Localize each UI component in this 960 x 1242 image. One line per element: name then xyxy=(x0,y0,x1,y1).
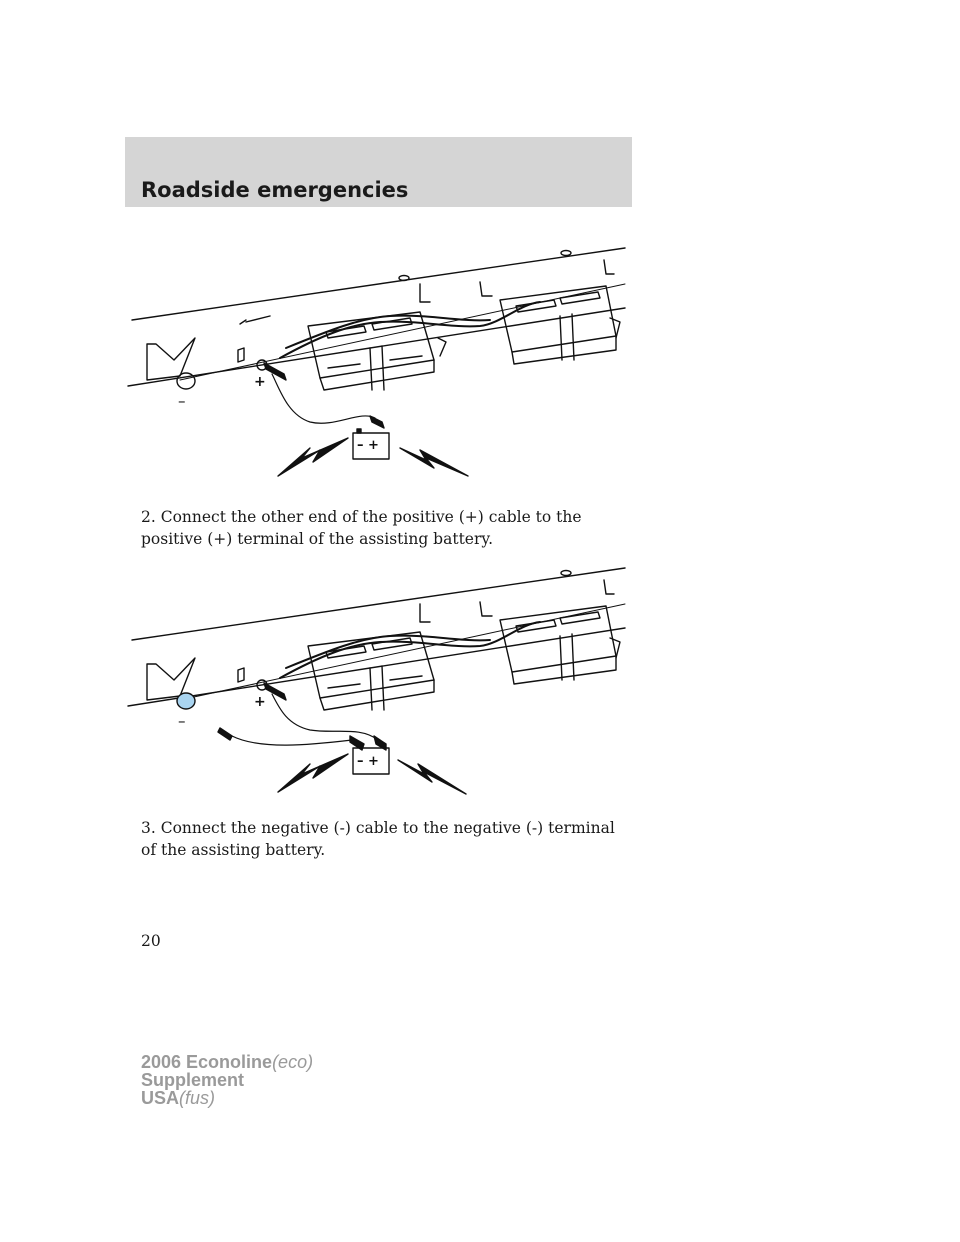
section-title: Roadside emergencies xyxy=(141,178,409,202)
assisting-battery-label: – + xyxy=(357,754,379,769)
footer-model-code: (eco) xyxy=(272,1052,314,1072)
footer-edition: Supplement xyxy=(141,1070,245,1090)
footer-market: USA xyxy=(141,1088,180,1108)
positive-label: + xyxy=(254,374,266,390)
jump-start-diagram-1 xyxy=(120,240,640,490)
jump-start-diagram-2 xyxy=(120,560,640,805)
assisting-battery-label: – + xyxy=(357,438,379,453)
negative-label: – xyxy=(178,712,186,730)
document-footer xyxy=(141,1053,313,1107)
negative-label: – xyxy=(178,392,186,410)
step-2-instruction: 2. Connect the other end of the positive (+) cable to the positive (+) terminal of the assisting battery. xyxy=(141,508,582,548)
footer-model: 2006 Econoline xyxy=(141,1052,273,1072)
step-3-instruction: 3. Connect the negative (-) cable to the negative (-) terminal of the assisting battery. xyxy=(141,819,615,859)
positive-label: + xyxy=(254,694,266,710)
page-number: 20 xyxy=(141,932,161,950)
footer-market-code: (fus) xyxy=(179,1088,216,1108)
negative-ground-highlight xyxy=(177,693,195,709)
